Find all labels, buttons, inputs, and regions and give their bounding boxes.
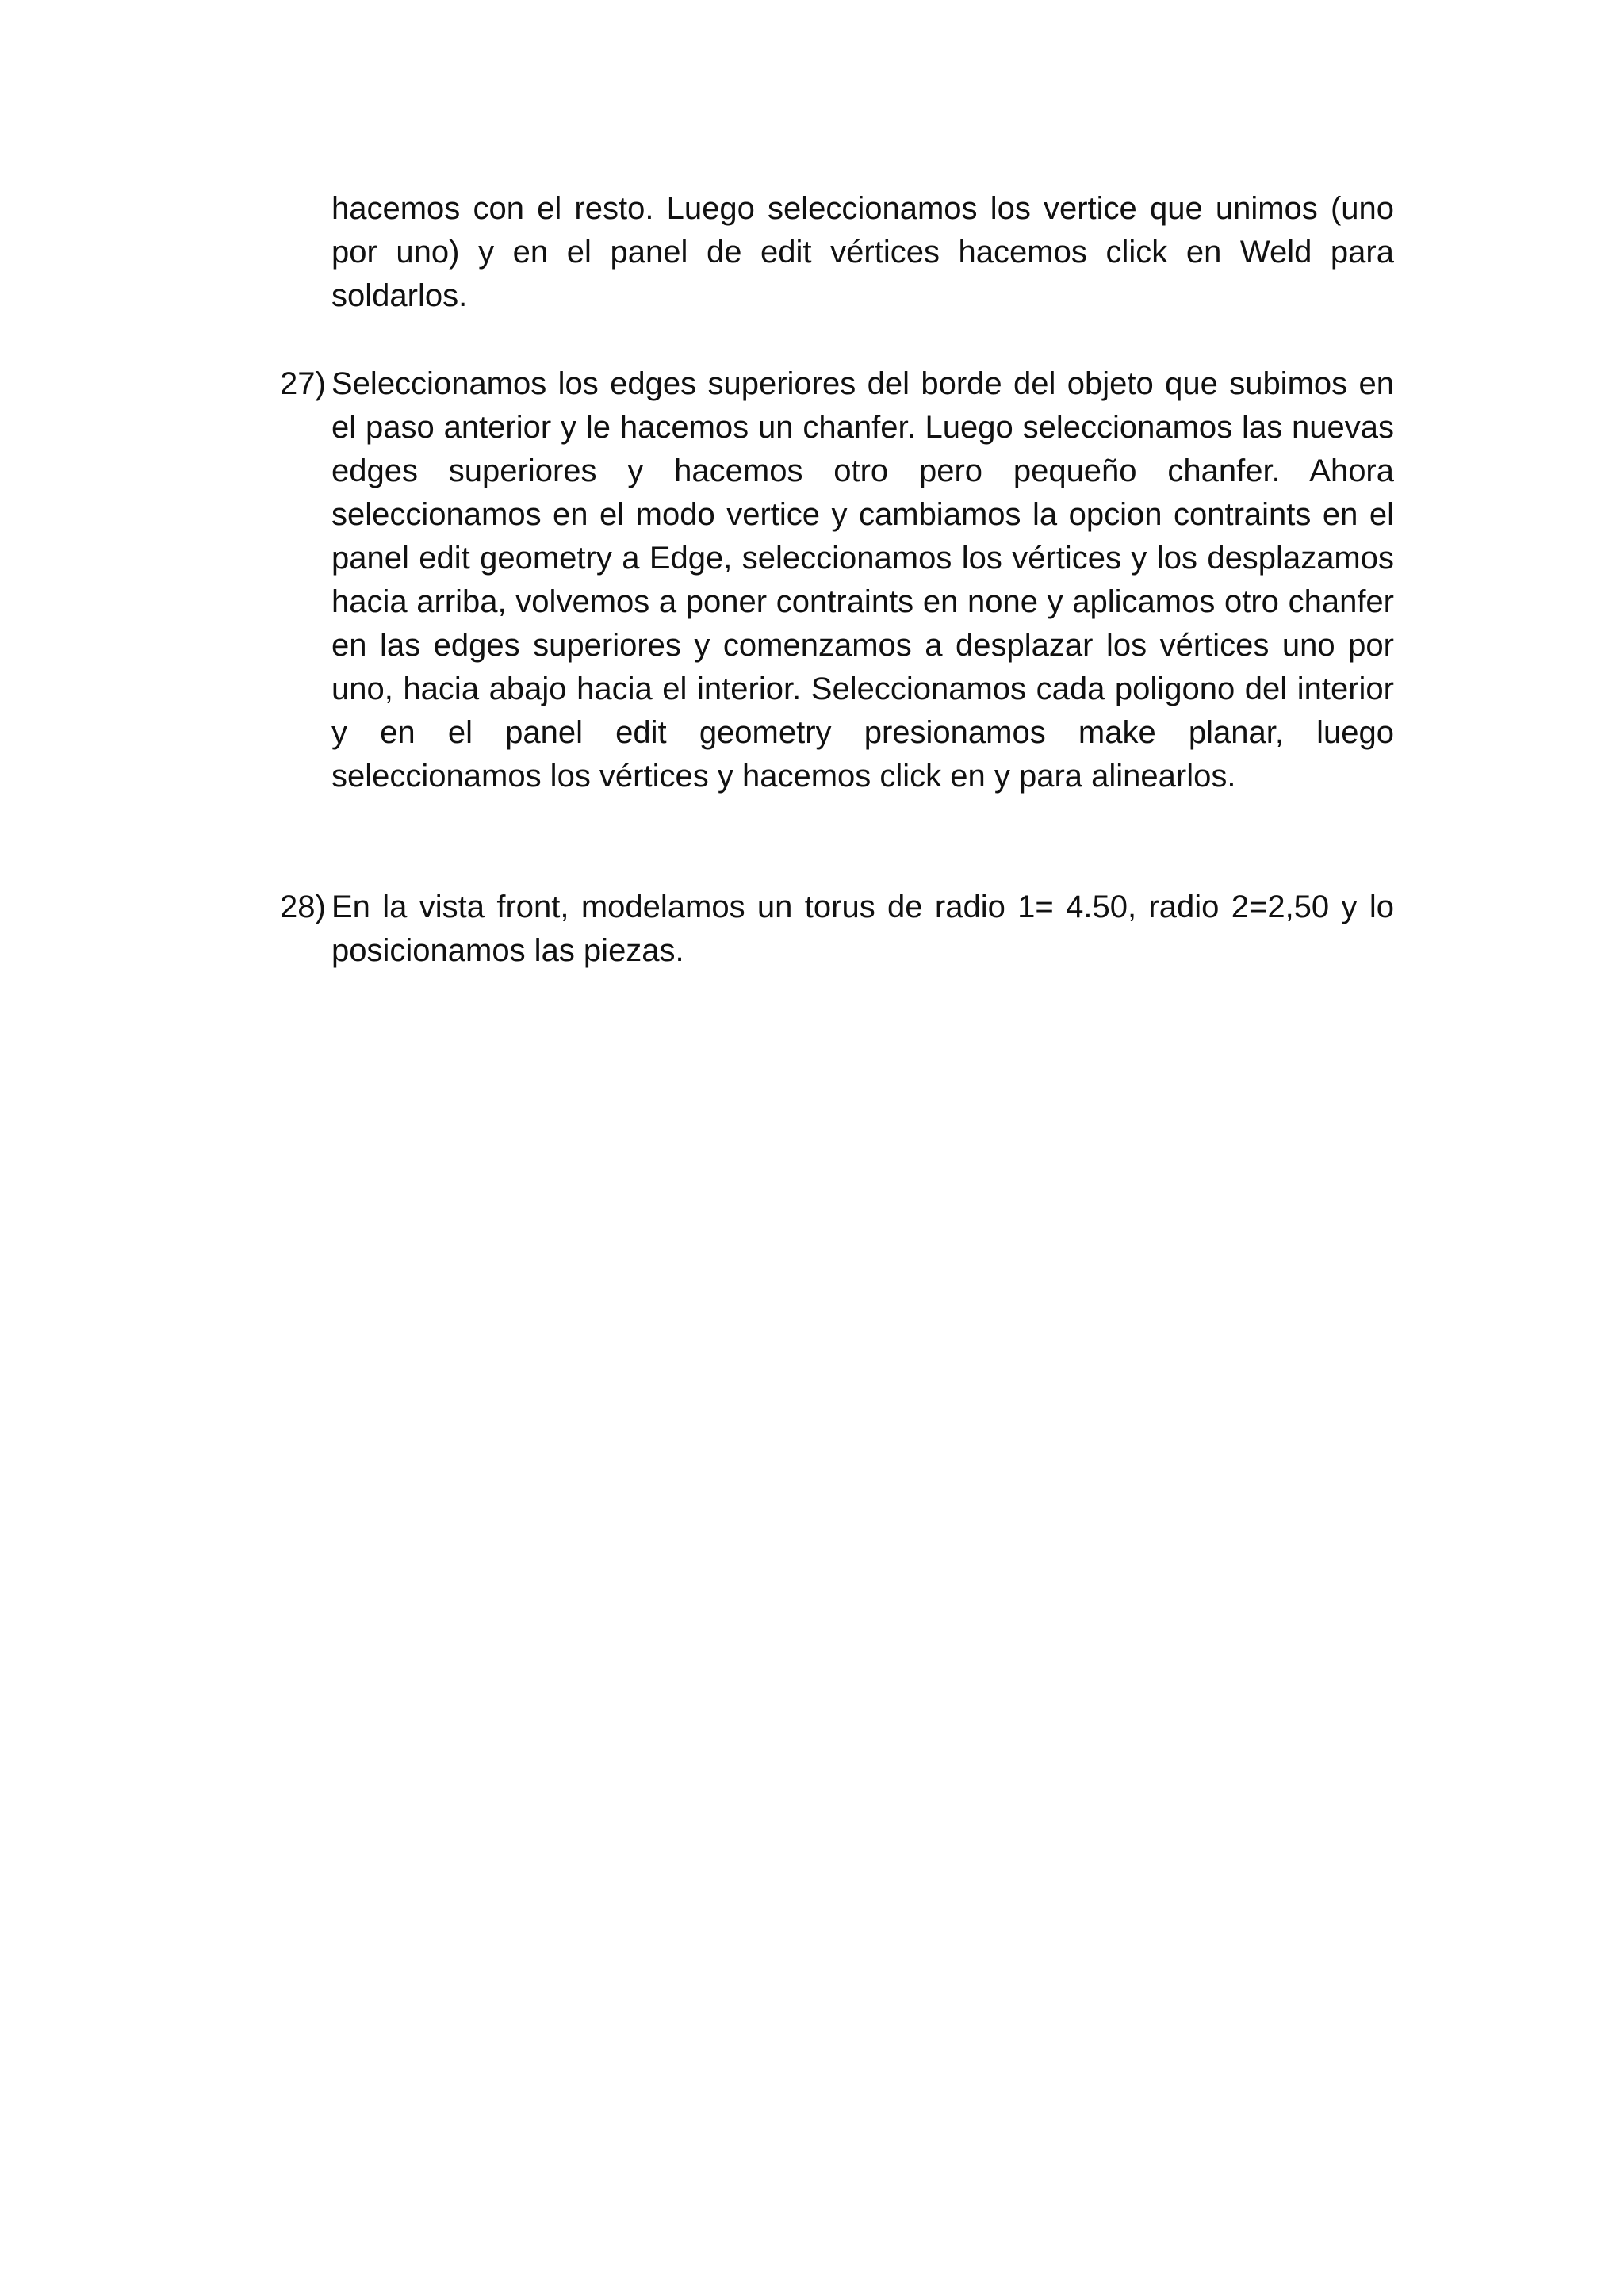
list-item (280, 886, 1394, 973)
list-item (280, 362, 1394, 798)
list-item-number: 28) (280, 890, 326, 924)
list-item-text: En la vista front, modelamos un torus de radio 1= 4.50, radio 2=2,50 y lo posicionamos las piezas. (331, 890, 1394, 968)
list-item-number: 27) (280, 366, 326, 401)
continuation-paragraph: hacemos con el resto. Luego seleccionamos los vertice que unimos (uno por uno) y en el panel de edit vértices hacemos click en Weld para soldarlos. (331, 191, 1394, 313)
list-item-text: Seleccionamos los edges superiores del borde del objeto que subimos en el paso anterior y le hacemos un chanfer. Luego seleccionamos las nuevas edges superiores y hacemos otro pero pequeño chanfer. Ahora seleccionamos en el modo vertice y cambiamos la opcion contraints en el panel edit geometry a Edge, seleccionamos los vértices y los desplazamos hacia arriba, volvemos a poner contraints en none y aplicamos otro chanfer en las edges superiores y comenzamos a desplazar los vértices uno por uno, hacia abajo hacia el interior. Seleccionamos cada poligono del interior y en el panel edit geometry presionamos make planar, luego seleccionamos los vértices y hacemos click en y para alinearlos. (331, 366, 1394, 794)
